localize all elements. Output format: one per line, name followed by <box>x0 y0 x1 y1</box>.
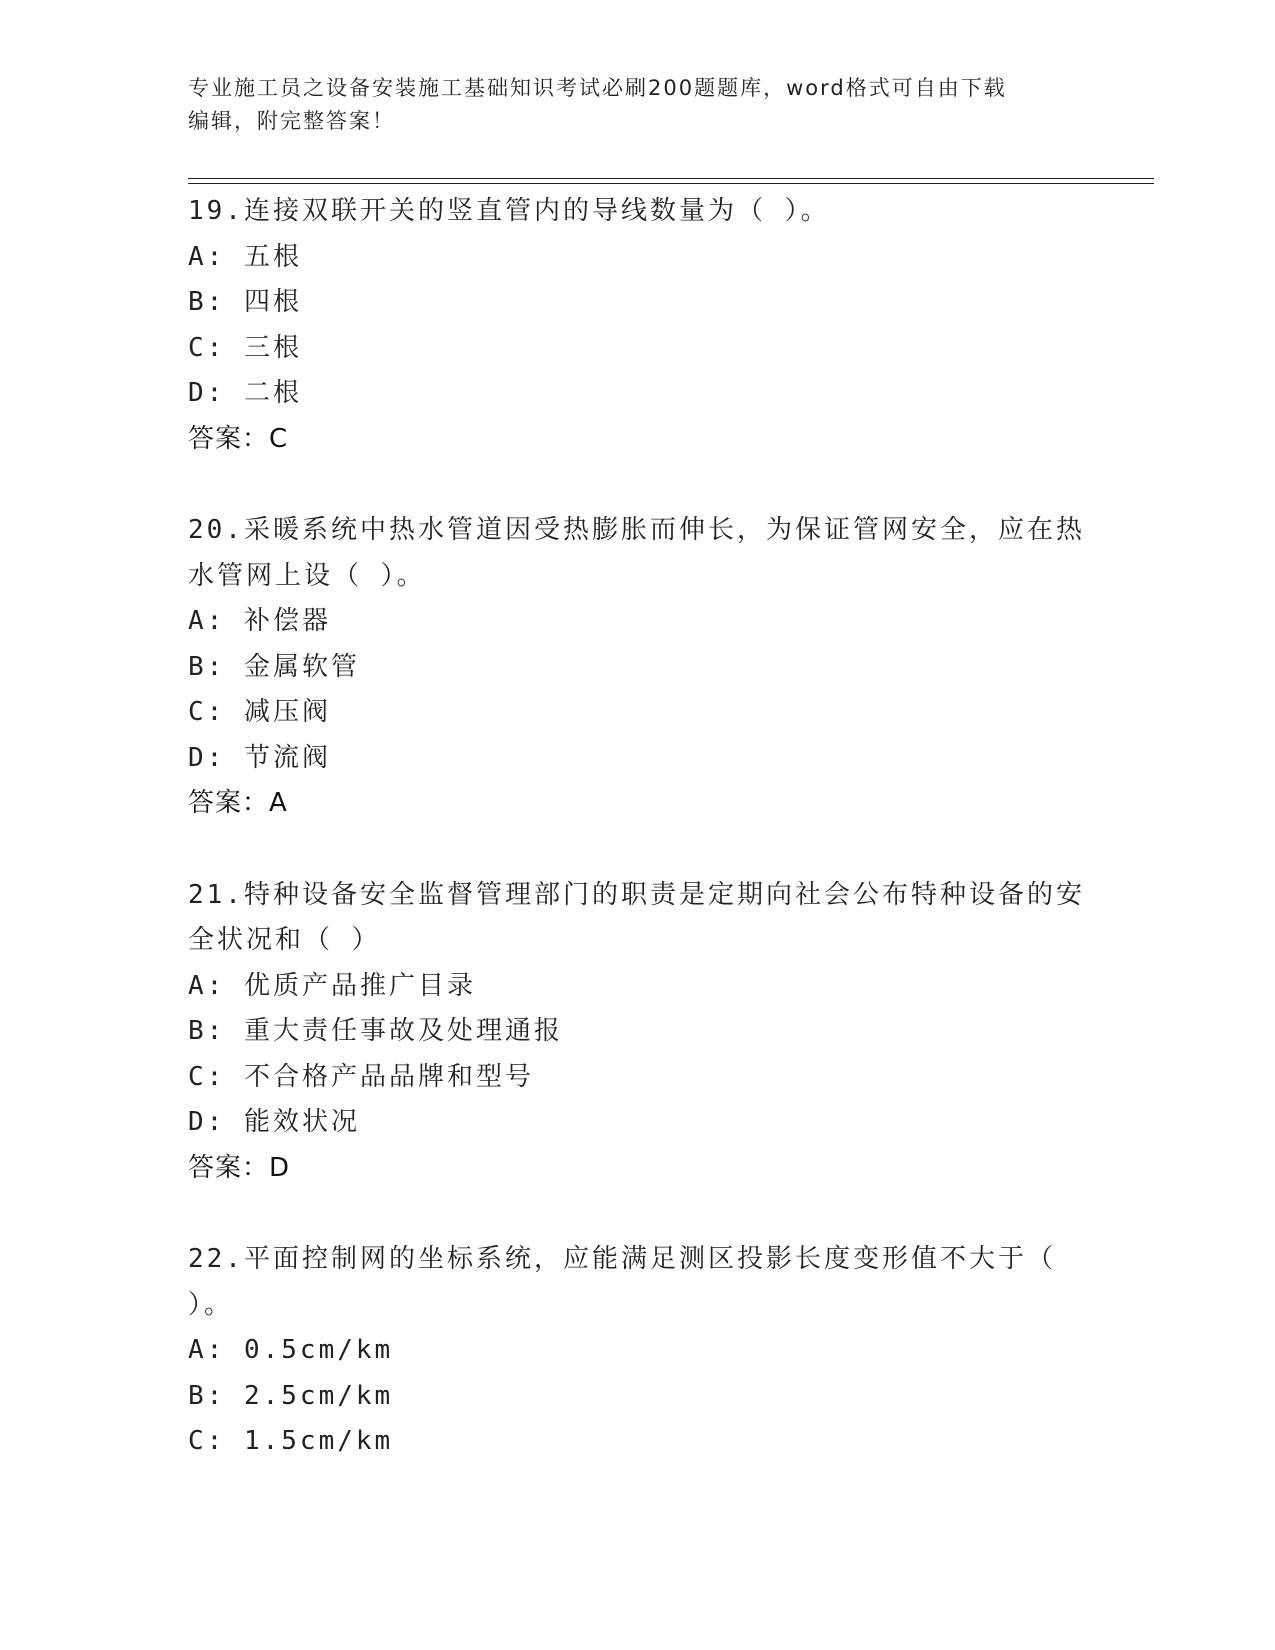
option-d: D: 能效状况 <box>188 1107 360 1137</box>
option-a: A: 0.5cm/km <box>188 1335 394 1365</box>
option-d: D: 二根 <box>188 378 302 408</box>
option-b: B: 金属软管 <box>188 651 360 682</box>
option-b: B: 四根 <box>188 287 302 317</box>
spacer <box>188 1191 1088 1237</box>
question-19 <box>188 189 1088 462</box>
option-c: C: 1.5cm/km <box>188 1426 394 1456</box>
spacer <box>188 827 1088 873</box>
option-a: A: 优质产品推广目录 <box>188 970 476 1001</box>
option-c: C: 减压阀 <box>188 697 331 727</box>
question-21 <box>188 873 1088 1192</box>
option-c: C: 三根 <box>188 332 302 363</box>
header-divider-top <box>188 178 1154 179</box>
question-stem: 22.平面控制网的坐标系统，应能满足测区投影长度变形值不大于（ ）。 <box>188 1244 1056 1320</box>
option-b: B: 2.5cm/km <box>188 1380 394 1411</box>
header-line-1: 专业施工员之设备安装施工基础知识考试必刷200题题库，word格式可自由下载 <box>188 76 1007 100</box>
question-stem: 21.特种设备安全监督管理部门的职责是定期向社会公布特种设备的安全状况和（ ） <box>188 879 1085 955</box>
question-stem: 19.连接双联开关的竖直管内的导线数量为（ ）。 <box>188 196 830 226</box>
question-20 <box>188 508 1088 827</box>
header-divider-bottom <box>188 183 1154 184</box>
question-22 <box>188 1237 1088 1465</box>
document-header <box>188 72 1088 138</box>
question-list <box>188 189 1088 1465</box>
spacer <box>188 462 1088 508</box>
option-a: A: 补偿器 <box>188 606 331 636</box>
option-c: C: 不合格产品品牌和型号 <box>188 1061 534 1092</box>
option-b: B: 重大责任事故及处理通报 <box>188 1016 563 1046</box>
answer-label: 答案：D <box>188 1152 291 1183</box>
answer-label: 答案：C <box>188 423 289 454</box>
option-a: A: 五根 <box>188 241 302 272</box>
option-d: D: 节流阀 <box>188 742 331 773</box>
header-line-2: 编辑，附完整答案！ <box>188 109 395 133</box>
answer-label: 答案：A <box>188 788 288 818</box>
question-stem: 20.采暖系统中热水管道因受热膨胀而伸长，为保证管网安全，应在热水管网上设（ ）。 <box>188 515 1085 591</box>
